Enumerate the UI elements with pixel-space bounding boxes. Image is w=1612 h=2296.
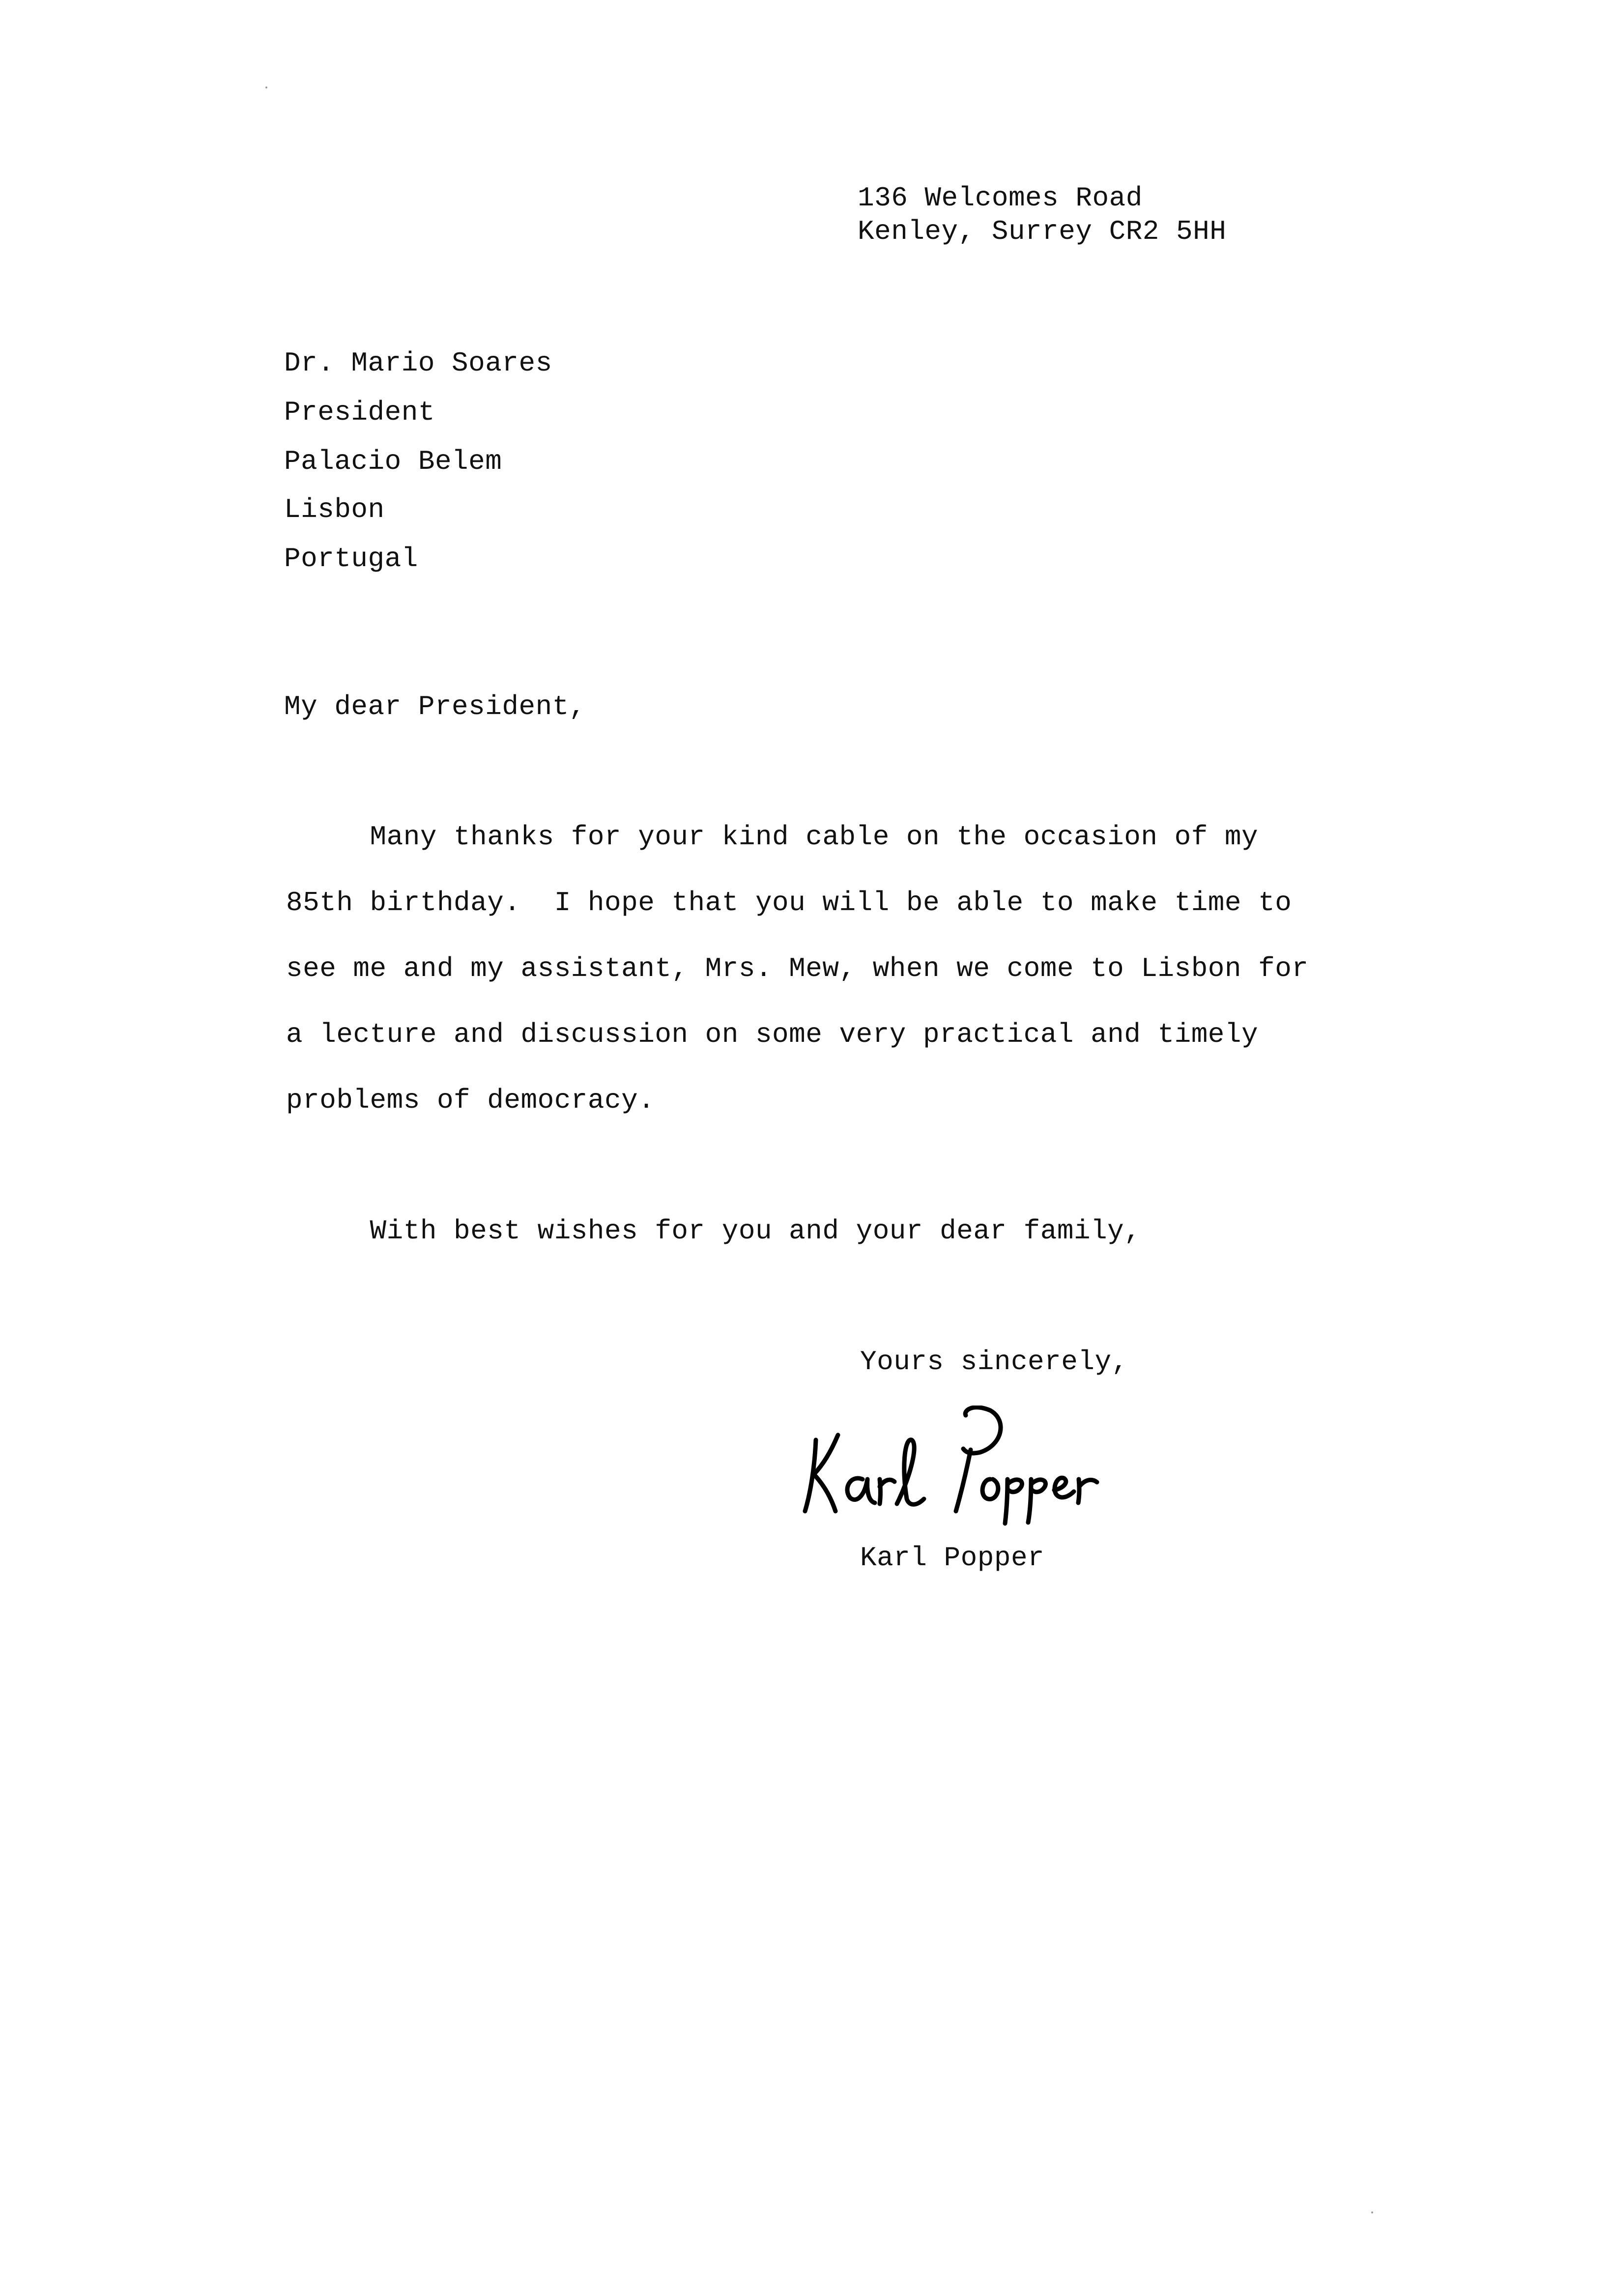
recipient-title: President [284,397,435,428]
recipient-city: Lisbon [284,494,385,525]
body-p2-line1: With best wishes for you and your dear family, [286,1215,1141,1247]
sender-address-line1: 136 Welcomes Road [858,182,1143,214]
recipient-country: Portugal [284,543,418,574]
body-p1-line3: see me and my assistant, Mrs. Mew, when we come to Lisbon for [286,953,1309,984]
signatory-name: Karl Popper [860,1542,1045,1574]
body-p1-line2: 85th birthday. I hope that you will be able to make time to [286,887,1292,918]
recipient-street: Palacio Belem [284,446,502,477]
paper-speck [265,86,267,88]
closing: Yours sincerely, [860,1346,1128,1378]
handwritten-signature [796,1406,1130,1533]
salutation: My dear President, [284,691,586,722]
body-p1-line1: Many thanks for your kind cable on the occasion of my [286,821,1259,853]
sender-address-line2: Kenley, Surrey CR2 5HH [858,216,1227,247]
body-p1-line5: problems of democracy. [286,1085,655,1116]
body-p1-line4: a lecture and discussion on some very practical and timely [286,1019,1259,1050]
recipient-name: Dr. Mario Soares [284,347,552,379]
paper-speck [1371,2211,1373,2213]
